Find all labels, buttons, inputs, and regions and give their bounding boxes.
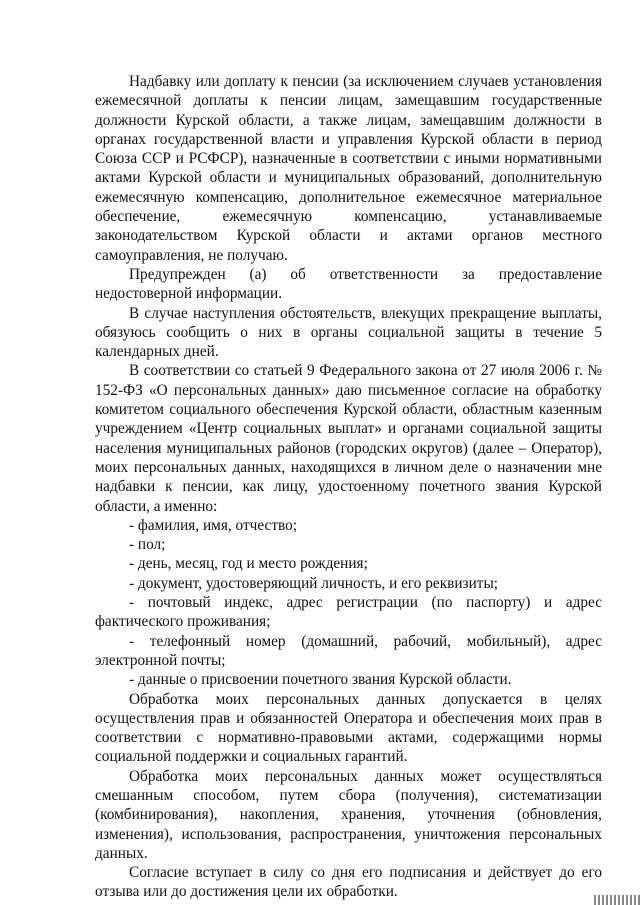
paragraph-processing-method: Обработка моих персональных данных может осуществляться смешанным способом, путем сбора (получения), систематизации (комбинирования), накопления, хранения, уточнения (обновления, изменения), использования, распространения, уничтожения персональных данных.: [95, 767, 602, 862]
list-item: - фамилия, имя, отчество;: [129, 516, 298, 534]
list-item: - пол;: [129, 536, 166, 554]
paragraph-consent-validity: Согласие вступает в силу со дня его подписания и действует до его отзыва или до достижения цели их обработки.: [95, 864, 602, 901]
paragraph-consent: В соответствии со статьей 9 Федерального закона от 27 июля 2006 г. № 152-ФЗ «О персональных данных» даю письменное согласие на обработку комитетом социального обеспечения Курской области, областным казенным учреждением «Центр социальных выплат» и органами социальной защиты населения муниципальных районов (городских округов) (далее – Оператор), моих персональных данных, находящихся в личном деле о назначении мне надбавки к пенсии, как лицу, удостоенному почетного звания Курской области, а именно:: [95, 362, 602, 515]
paragraph-pension-supplement: Надбавку или доплату к пенсии (за исключением случаев установления ежемесячной доплаты к пенсии лицам, замещавшим государственные должности Курской области, а также лицам, замещавшим должности в органах государственной власти и управления Курской области в период Союза ССР и РСФСР), назначенные в соответствии с иными нормативными актами Курской области и муниципальных образований, дополнительную ежемесячную компенсацию, дополнительное ежемесячное материальное обеспечение, ежемесячную компенсацию, устанавливаемые законодательством Курской области и актами органов местного самоуправления, не получаю.: [95, 73, 602, 264]
list-item: - документ, удостоверяющий личность, и его реквизиты;: [129, 574, 498, 592]
paragraph-processing-purpose: Обработка моих персональных данных допускается в целях осуществления прав и обязанностей Оператора и обеспечения моих прав в соответствии с нормативно-правовыми актами, содержащими нормы социальной поддержки и социальных гарантий.: [95, 690, 602, 766]
document-page: [95, 72, 602, 902]
list-item: - день, месяц, год и место рождения;: [129, 555, 368, 573]
list-item: - телефонный номер (домашний, рабочий, мобильный), адрес электронной почты;: [95, 632, 602, 669]
personal-data-list: [95, 516, 602, 690]
paragraph-warning: Предупрежден (а) об ответственности за предоставление недостоверной информации.: [95, 265, 602, 303]
scan-artifact: [594, 895, 640, 905]
list-item: - данные о присвоении почетного звания Курской области.: [129, 671, 512, 689]
list-item: - почтовый индекс, адрес регистрации (по паспорту) и адрес фактического проживания;: [95, 594, 602, 631]
paragraph-obligation: В случае наступления обстоятельств, влекущих прекращение выплаты, обязуюсь сообщить о них в органы социальной защиты в течение 5 календарных дней.: [95, 304, 602, 361]
